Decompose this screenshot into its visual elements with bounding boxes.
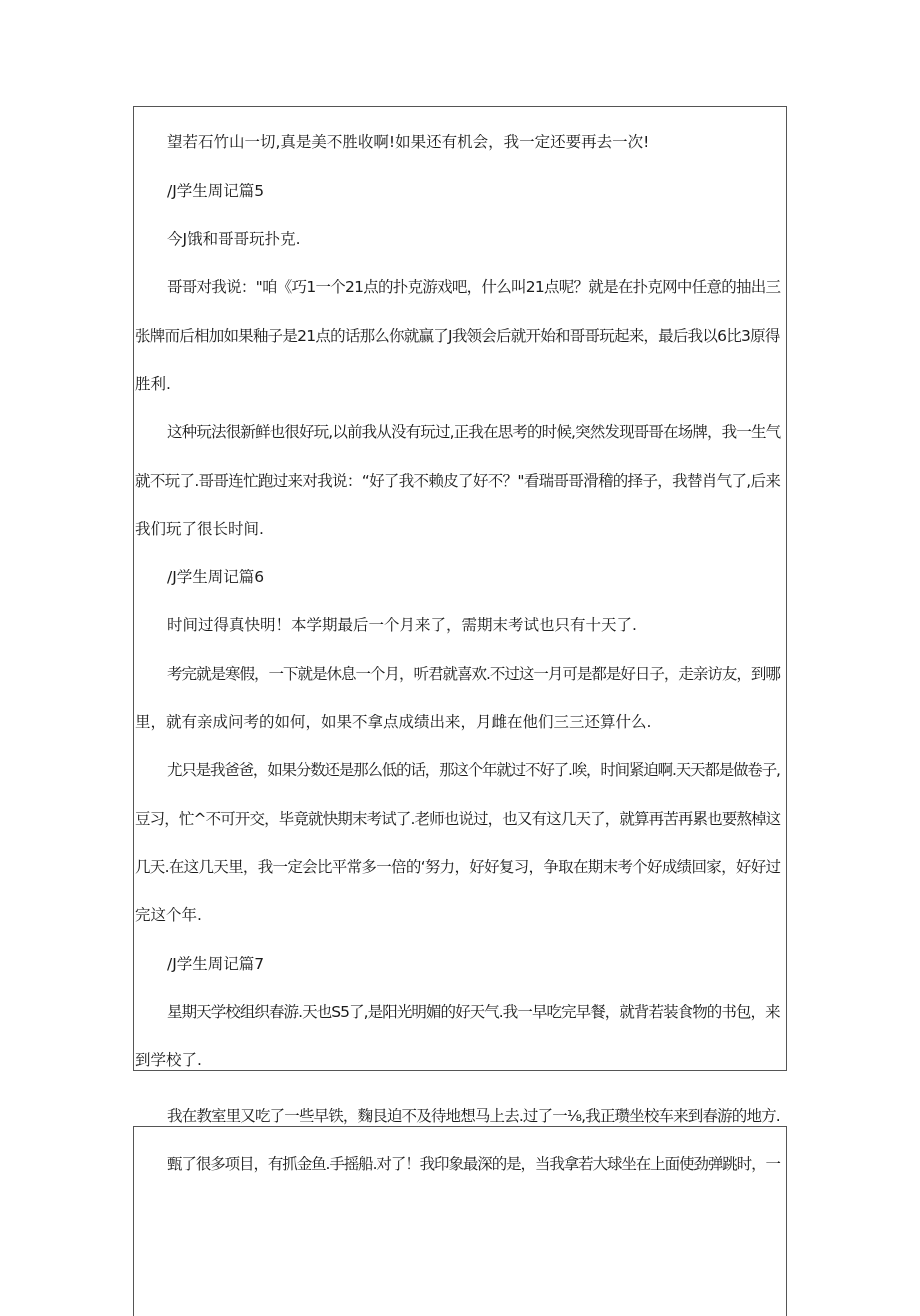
text-line: 尤只是我爸爸，如果分数还是那么低的话，那这个年就过不好了.唉，时间紧迫啊.天天都是做卷子, <box>167 761 780 779</box>
text-line: 星期天学校组织春游.天也S5了,是阳光明媚的好天气.我一早吃完早餐，就背若装食物的书包，来 <box>167 1003 780 1021</box>
section-heading: /J学生周记篇7 <box>167 955 265 973</box>
text-line: 今J饿和哥哥玩扑克. <box>167 230 301 248</box>
text-line: 望若石竹山一切,真是美不胜收啊!如果还有机会，我一定还要再去一次! <box>167 133 650 151</box>
text-line: 里，就有亲成问考的如何，如果不拿点成绩出来，月雌在他们三三还算什么. <box>135 713 652 731</box>
text-line: 完这个年. <box>135 906 202 924</box>
text-line: 我在教室里又吃了一些早铁，麴艮迫不及待地想马上去.过了一⅛,我正瓒坐校车来到春游的地方. <box>167 1107 780 1125</box>
text-line: 到学校了. <box>135 1051 202 1069</box>
text-line: 就不玩了.哥哥连忙跑过来对我说：“好了我不赖皮了好不？"看瑞哥哥滑稽的择子，我替肖气了,后来 <box>135 472 781 490</box>
text-line: 胜利. <box>135 375 171 393</box>
text-line: 我们玩了很长时间. <box>135 520 264 538</box>
text-line: 考完就是寒假，一下就是休息一个月，听君就喜欢.不过这一月可是都是好日子，走亲访友，到哪 <box>167 665 780 683</box>
section-heading: /J学生周记篇5 <box>167 182 265 200</box>
text-line: 豆习，忙^不可开交，毕竟就快期末考试了.老师也说过，也又有这几天了，就算再苦再累也要熬棹这 <box>135 810 781 828</box>
text-line: 甄了很多项目，有抓金鱼.手摇船.对了！我印象最深的是，当我拿若大球坐在上面使劲弹跳时，一 <box>167 1155 780 1173</box>
text-line: 时间过得真快明！本学期最后一个月来了，需期末考试也只有十天了. <box>167 616 637 634</box>
page-frame-top <box>133 106 787 1071</box>
text-line: 几天.在这几天里，我一定会比平常多一倍的‘努力，好好复习，争取在期末考个好成绩回家，好好过 <box>135 858 781 876</box>
text-line: 张牌而后相加如果釉子是21点的话那么你就赢了J我领会后就开始和哥哥玩起来，最后我以6比3原得 <box>135 327 780 345</box>
section-heading: /J学生周记篇6 <box>167 568 265 586</box>
text-line: 这种玩法很新鲜也很好玩,以前我从没有玩过,正我在思考的时候,突然发现哥哥在场牌，我一生气 <box>167 423 781 441</box>
text-line: 哥哥对我说："咱《巧1一个21点的扑克游戏吧，什么叫21点呢？就是在扑克网中任意的抽出三 <box>167 278 781 296</box>
